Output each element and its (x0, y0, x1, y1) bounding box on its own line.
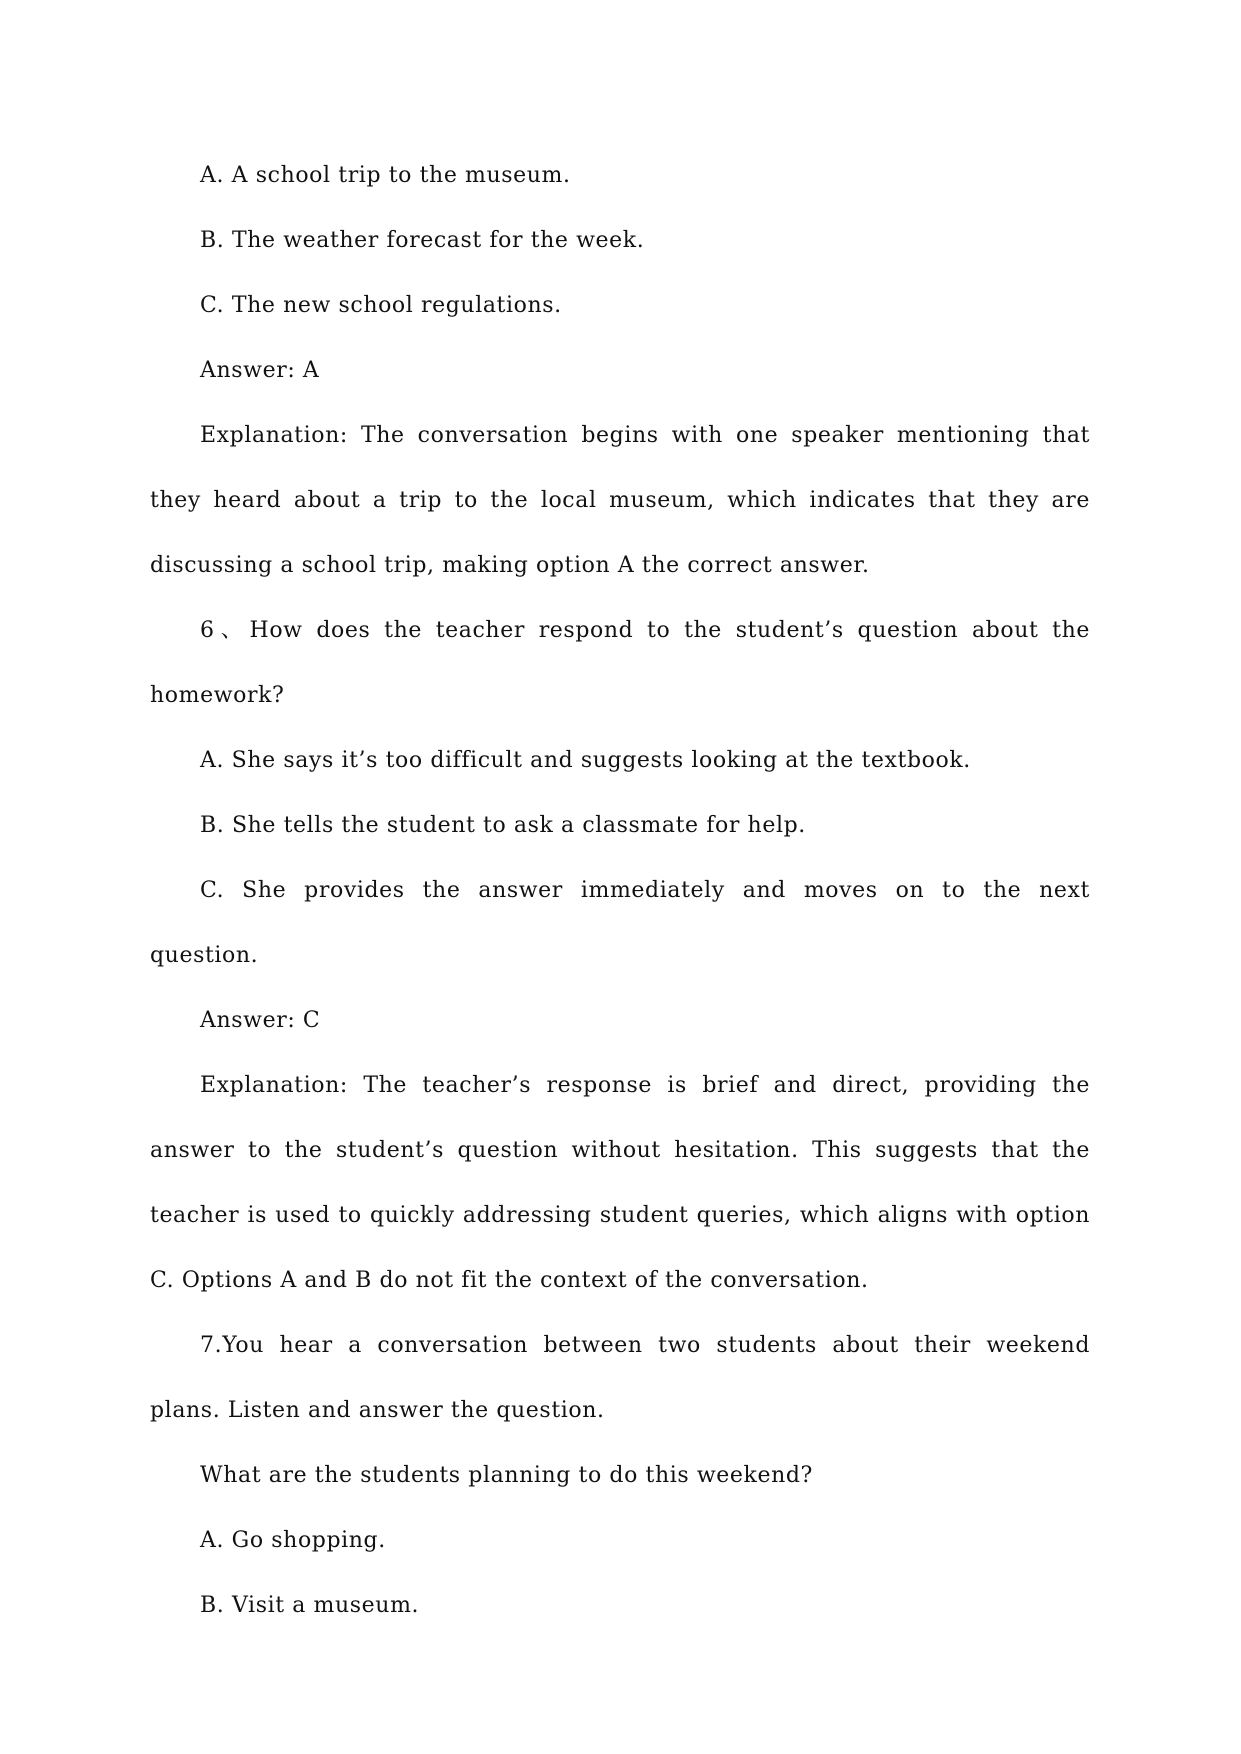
option-a-q6: A. She says it’s too difficult and suggests looking at the textbook. (200, 748, 971, 773)
explanation-q6: Explanation: The teacher’s response is brief and direct, providing the answer to the student’s question without hesitation. This suggests that the teacher is used to quickly addressing student queries, which aligns with option C. Options A and B do not fit the context of the conversation. (150, 1073, 1090, 1293)
explanation-q5: Explanation: The conversation begins with one speaker mentioning that they heard about a trip to the local museum, which indicates that they are discussing a school trip, making option A the correct answer. (150, 423, 1090, 578)
answer-q5: Answer: A (200, 358, 320, 383)
option-b-q7: B. Visit a museum. (200, 1593, 420, 1618)
question-7: What are the students planning to do this weekend? (200, 1463, 813, 1488)
option-c-q5: C. The new school regulations. (200, 293, 562, 318)
option-b-q6: B. She tells the student to ask a classmate for help. (200, 813, 806, 838)
question-6: 6、How does the teacher respond to the student’s question about the homework? (150, 618, 1090, 708)
document-body (150, 143, 1090, 1638)
option-a-q7: A. Go shopping. (200, 1528, 386, 1553)
answer-q6: Answer: C (200, 1008, 321, 1033)
question-7-intro: 7.You hear a conversation between two students about their weekend plans. Listen and answer the question. (150, 1333, 1090, 1423)
option-b-q5: B. The weather forecast for the week. (200, 228, 645, 253)
option-a-q5: A. A school trip to the museum. (200, 163, 571, 188)
option-c-q6: C. She provides the answer immediately and moves on to the next question. (150, 878, 1090, 968)
